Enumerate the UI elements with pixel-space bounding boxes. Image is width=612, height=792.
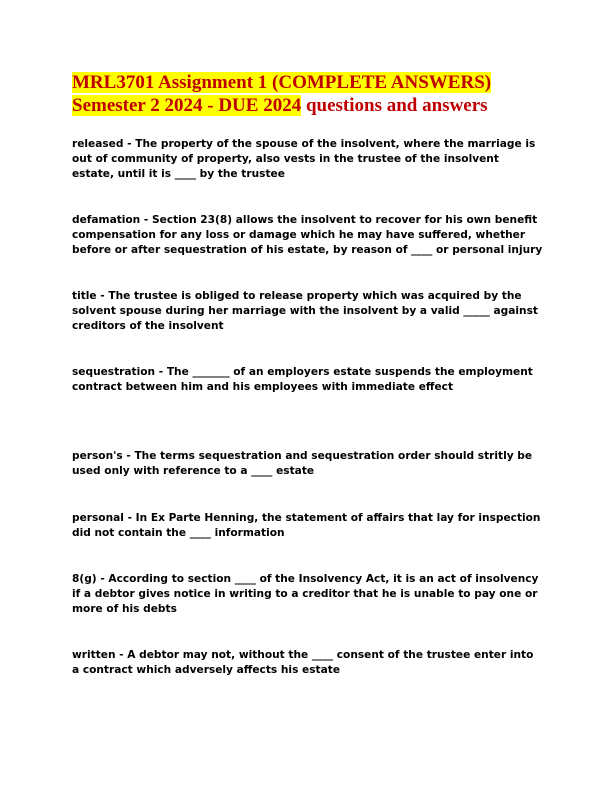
title-rest: questions and answers [301,95,488,116]
qa-item-8: written - A debtor may not, without the ____ consent of the trustee enter into a contract which adversely affects his estate [72,649,534,676]
title-highlight-line-1: MRL3701 Assignment 1 (COMPLETE ANSWERS) [72,72,492,93]
title-highlight-line-2: Semester 2 2024 - DUE 2024 [72,95,302,116]
qa-item-1: released - The property of the spouse of the insolvent, where the marriage is out of community of property, also vests in the trustee of the insolvent estate, until it is ____ by the trustee [72,138,536,180]
qa-item-4: sequestration - The _______ of an employers estate suspends the employment contract between him and his employees with immediate effect [72,366,533,393]
qa-item-6: personal - In Ex Parte Henning, the statement of affairs that lay for inspection did not contain the ____ information [72,512,541,539]
qa-item-7: 8(g) - According to section ____ of the Insolvency Act, it is an act of insolvency if a debtor gives notice in writing to a creditor that he is unable to pay one or more of his debts [72,573,539,615]
qa-item-2: defamation - Section 23(8) allows the insolvent to recover for his own benefit compensation for any loss or damage which he may have suffered, whether before or after sequestration of his estate, by reason of ____ or personal injury [72,214,543,256]
qa-item-3: title - The trustee is obliged to release property which was acquired by the solvent spouse during her marriage with the insolvent by a valid _____ against creditors of the insolvent [72,290,538,332]
qa-item-5: person's - The terms sequestration and sequestration order should stritly be used only with reference to a ____ estate [72,450,533,477]
document-title [72,71,552,117]
